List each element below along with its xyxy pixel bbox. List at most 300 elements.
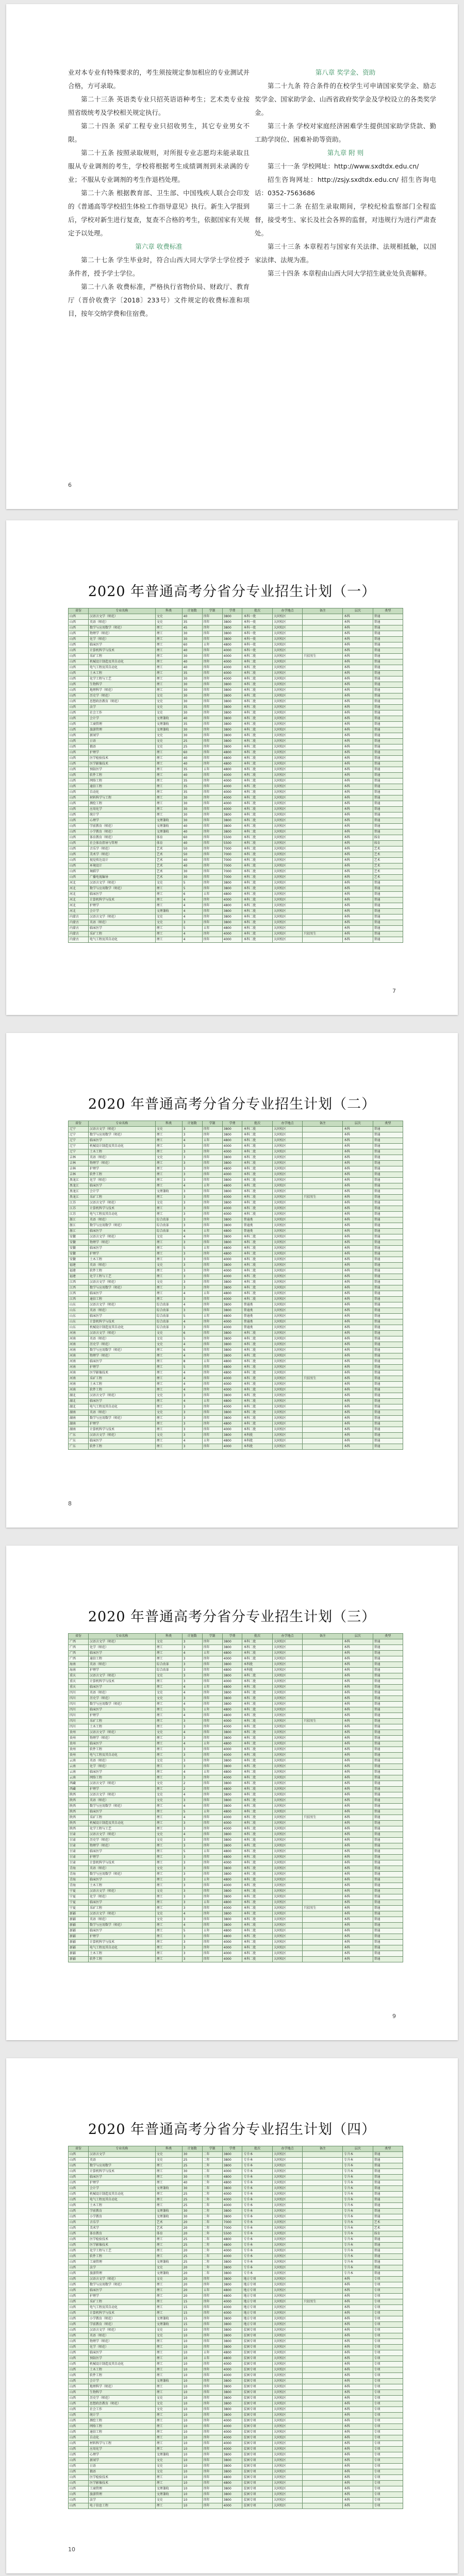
table-cell [303, 1747, 343, 1753]
table-cell: 4000 [222, 1144, 242, 1149]
table-cell: 大同校区 [272, 920, 302, 926]
table-cell: 本科 [343, 1155, 373, 1161]
table-cell: 山西 [69, 648, 89, 654]
table-cell: 物理学（师范） [88, 2339, 155, 2345]
table-cell: 贫困专项 [242, 2452, 272, 2458]
table-cell: 3800 [222, 1917, 242, 1923]
table-cell: 本科 [343, 1639, 373, 1645]
table-cell: 大同校区 [272, 1792, 302, 1798]
table-cell: 本科二批 [242, 1900, 272, 1906]
table-cell: 普通 [373, 1132, 403, 1138]
table-cell: 大同校区 [272, 1781, 302, 1787]
table-cell: 3800 [222, 2452, 242, 2458]
table-cell: 大同校区 [272, 903, 302, 909]
table-cell: 地方专项 [242, 2316, 272, 2322]
table-cell: 普通 [373, 2254, 403, 2260]
table-cell: 理工 [155, 654, 182, 659]
table-cell: 英语（师范） [88, 1155, 155, 1161]
table-cell: 4000 [222, 1319, 242, 1325]
table-cell: 5 [182, 1314, 202, 1319]
table-cell: 普通 [373, 1855, 403, 1860]
table-cell: 四年 [202, 2373, 222, 2379]
table-cell: 25 [182, 2237, 202, 2243]
table-header-row [69, 1634, 403, 1639]
table-cell: 美术学 [88, 2226, 155, 2231]
table-cell: 艺术 [155, 852, 182, 858]
table-cell: 安徽 [69, 1257, 89, 1263]
table-cell: 20 [182, 2271, 202, 2277]
table-cell: 贫困专项 [242, 2373, 272, 2379]
table-cell: 四年 [202, 1821, 222, 1826]
table-cell: 新闻学 [88, 733, 155, 739]
table-cell: 四年 [202, 2424, 222, 2430]
table-cell: 四年 [202, 2441, 222, 2447]
table-cell [303, 1945, 343, 1951]
table-cell: 汉语言文学（师范） [88, 1331, 155, 1336]
table-cell: 普通类 [242, 1325, 272, 1331]
table-cell: 3 [182, 1149, 202, 1155]
table-cell [303, 2407, 343, 2413]
table-cell: 专项 [373, 2413, 403, 2418]
table-cell: 汉语言文学（师范） [88, 1639, 155, 1645]
table-cell: 艺术 [155, 875, 182, 880]
table-cell: 3800 [222, 812, 242, 818]
table-cell: 大同校区 [272, 2413, 302, 2418]
table-cell: 文史 [155, 1410, 182, 1416]
table-cell: 云南 [69, 1775, 89, 1781]
table-cell: 60 [182, 642, 202, 648]
table-cell: 普通 [373, 739, 403, 744]
table-cell: 文史 [155, 1639, 182, 1645]
table-cell: 陕西 [69, 1798, 89, 1804]
table-cell: 3800 [222, 2498, 242, 2503]
table-cell: 3800 [222, 914, 242, 920]
table-cell: 4800 [222, 1849, 242, 1855]
table-cell: 本科 [343, 1702, 373, 1707]
table-row [69, 1696, 403, 1702]
table-cell: 本科 [343, 2418, 373, 2424]
table-cell: 本科二批 [242, 710, 272, 716]
table-cell: 4000 [222, 1387, 242, 1393]
table-cell: 本科二批 [242, 795, 272, 801]
table-cell: 理工 [155, 2481, 182, 2486]
table-cell: 3 [182, 1866, 202, 1872]
table-cell: 普通 [373, 1399, 403, 1404]
table-cell: 只招男生 [303, 1815, 343, 1821]
table-cell: 普通 [373, 931, 403, 937]
table-cell: 4000 [222, 801, 242, 807]
table-cell: 大同校区 [272, 2214, 302, 2220]
table-cell: 山西 [69, 2288, 89, 2294]
table-cell: 本科 [343, 1872, 373, 1877]
table-cell [303, 637, 343, 642]
table-cell: 四年 [202, 858, 222, 863]
table-cell: 3800 [222, 1348, 242, 1353]
table-cell [303, 1894, 343, 1900]
table-cell: 3800 [222, 2469, 242, 2475]
table-row [69, 920, 403, 926]
table-cell [303, 2311, 343, 2316]
table-row [69, 795, 403, 801]
table-cell: 大同校区 [272, 909, 302, 914]
table-cell: 文理兼收 [155, 1189, 182, 1195]
table-cell: 本科 [343, 2481, 373, 2486]
table-cell: 四年 [202, 705, 222, 710]
table-cell: 3 [182, 1223, 202, 1229]
table-cell: 山西 [69, 2265, 89, 2271]
table-cell [303, 1370, 343, 1376]
table-row [69, 1911, 403, 1917]
table-cell: 河南 [69, 1331, 89, 1336]
table-row [69, 2237, 403, 2243]
table-cell: 山西 [69, 2430, 89, 2435]
table-cell: 普通 [373, 2243, 403, 2248]
table-cell: 二年 [202, 2265, 222, 2271]
table-cell: 普通类 [242, 1314, 272, 1319]
table-cell: 四年 [202, 1444, 222, 1450]
table-cell: 甘肃 [69, 1838, 89, 1843]
table-cell [303, 1138, 343, 1144]
table-row [69, 841, 403, 846]
table-cell: 文史 [155, 699, 182, 705]
table-cell: 本科一批 [242, 614, 272, 620]
table-row [69, 1724, 403, 1730]
table-cell: 本科二批 [242, 1246, 272, 1251]
table-cell: 大同校区 [272, 1359, 302, 1365]
table-cell: 新疆 [69, 1928, 89, 1934]
table-cell: 大同校区 [272, 761, 302, 767]
table-cell: 普通 [373, 648, 403, 654]
table-cell: 美术学（师范） [88, 852, 155, 858]
table-cell: 专项 [373, 2362, 403, 2367]
table-row [69, 2469, 403, 2475]
table-cell: 本科二批 [242, 1911, 272, 1917]
table-row [69, 767, 403, 773]
table-cell: 本科 [343, 1172, 373, 1178]
table-row [69, 1758, 403, 1764]
table-cell: 五年 [202, 1399, 222, 1404]
table-cell: 2 [182, 1781, 202, 1787]
table-cell: 理工 [155, 2430, 182, 2435]
table-cell: 50 [182, 852, 202, 858]
table-cell: 四年 [202, 2379, 222, 2384]
table-cell: 40 [182, 2180, 202, 2186]
table-cell: 化学（师范） [88, 1178, 155, 1183]
table-cell: 英语（师范） [88, 1798, 155, 1804]
table-row [69, 1285, 403, 1291]
table-cell: 5 [182, 1246, 202, 1251]
table-cell: 地方专项 [242, 2311, 272, 2316]
table-row [69, 1393, 403, 1399]
table-cell: 山西 [69, 2396, 89, 2401]
table-cell: 历史学（师范） [88, 1838, 155, 1843]
table-row [69, 1240, 403, 1246]
table-cell [303, 784, 343, 790]
table-cell: 大同校区 [272, 1166, 302, 1172]
table-row [69, 1336, 403, 1342]
table-cell: 本科二批 [242, 1359, 272, 1365]
table-cell [303, 2231, 343, 2237]
table-row [69, 1138, 403, 1144]
table-cell: 3800 [222, 1764, 242, 1770]
table-cell: 四年 [202, 1376, 222, 1382]
table-cell: 四年 [202, 2430, 222, 2435]
table-cell [303, 1928, 343, 1934]
table-cell: 本科 [343, 2452, 373, 2458]
table-cell: 3800 [222, 2458, 242, 2464]
table-cell: 40 [182, 648, 202, 654]
table-cell: 四年 [202, 1781, 222, 1787]
table-cell [303, 1639, 343, 1645]
table-cell: 大同校区 [272, 829, 302, 835]
table-cell: 普通 [373, 1645, 403, 1651]
table-cell: 本科二批 [242, 773, 272, 778]
table-cell: 大同校区 [272, 1775, 302, 1781]
table-row [69, 1217, 403, 1223]
table-cell: 本科二批 [242, 778, 272, 784]
table-cell: 山西 [69, 2447, 89, 2452]
table-cell: 3 [182, 1656, 202, 1662]
table-cell: 4 [182, 1690, 202, 1696]
table-cell: 3800 [222, 1758, 242, 1764]
table-cell: 普通 [373, 1940, 403, 1945]
table-cell: 本科 [343, 1855, 373, 1860]
table-cell: 山西 [69, 858, 89, 863]
table-cell: 专项 [373, 2288, 403, 2294]
table-cell: 四年 [202, 1342, 222, 1348]
table-row [69, 1685, 403, 1690]
table-cell: 大同校区 [272, 2339, 302, 2345]
table-cell: 普通 [373, 1200, 403, 1206]
table-row [69, 2413, 403, 2418]
table-cell: 山西 [69, 2345, 89, 2350]
table-cell: 四年 [202, 1348, 222, 1353]
table-cell: 山西 [69, 784, 89, 790]
table-cell: 法学 [88, 2498, 155, 2503]
table-cell [303, 631, 343, 637]
table-cell: 文史 [155, 1792, 182, 1798]
table-cell: 贫困专项 [242, 2458, 272, 2464]
table-cell: 大同校区 [272, 1387, 302, 1393]
table-cell: 大同校区 [272, 1200, 302, 1206]
table-cell: 3 [182, 1945, 202, 1951]
table-cell: 普通 [373, 2271, 403, 2277]
table-cell: 四年 [202, 1883, 222, 1889]
table-cell: 大同校区 [272, 2373, 302, 2379]
table-cell: 3 [182, 1212, 202, 1217]
table-cell: 化学（师范） [88, 637, 155, 642]
table-cell: 四年 [202, 1787, 222, 1792]
table-cell: 河北 [69, 903, 89, 909]
table-cell: 四年 [202, 2413, 222, 2418]
table-cell: 3800 [222, 620, 242, 625]
table-cell: 软件工程 [88, 773, 155, 778]
table-cell: 软件工程 [88, 1387, 155, 1393]
table-cell: 理工 [155, 801, 182, 807]
table-cell: 10 [182, 2430, 202, 2435]
table-cell: 大同校区 [272, 1353, 302, 1359]
table-cell: 普通 [373, 1906, 403, 1911]
table-cell: 山西 [69, 693, 89, 699]
table-cell: 10 [182, 2424, 202, 2430]
table-row [69, 1753, 403, 1758]
table-cell: 专升本 [343, 2248, 373, 2254]
table-cell: 文史 [155, 2328, 182, 2333]
table-cell: 临床医学 [88, 1809, 155, 1815]
table-cell: 护理学 [88, 750, 155, 756]
column-header: 批次 [242, 608, 272, 614]
table-cell: 本科 [343, 1246, 373, 1251]
table-cell: 3800 [222, 1223, 242, 1229]
table-cell: 本科二批 [242, 1285, 272, 1291]
table-cell: 4 [182, 1651, 202, 1656]
table-cell: 山东 [69, 1319, 89, 1325]
table-cell: 理工 [155, 2163, 182, 2169]
table-cell: 本科二批 [242, 1906, 272, 1911]
table-cell: 江西 [69, 1285, 89, 1291]
table-cell: 文史 [155, 1200, 182, 1206]
table-cell [303, 892, 343, 897]
table-cell: 临床医学 [88, 1359, 155, 1365]
table-row [69, 2407, 403, 2413]
table-cell: 艺术 [373, 2226, 403, 2231]
table-row [69, 1798, 403, 1804]
table-cell: 文史 [155, 1336, 182, 1342]
table-cell: 理工 [155, 1365, 182, 1370]
table-cell: 四年 [202, 756, 222, 761]
table-cell: 大同校区 [272, 1730, 302, 1736]
table-cell: 理工 [155, 1444, 182, 1450]
table-cell: 四年 [202, 710, 222, 716]
table-cell: 普通 [373, 676, 403, 682]
table-cell: 四年 [202, 784, 222, 790]
table-cell: 山西 [69, 2186, 89, 2192]
table-cell: 普通 [373, 1166, 403, 1172]
table-cell: 普通 [373, 1696, 403, 1702]
table-cell: 本科 [343, 2345, 373, 2350]
table-cell: 汉语言文学（师范） [88, 1792, 155, 1798]
table-cell: 大同校区 [272, 1928, 302, 1934]
table-cell: 3800 [222, 637, 242, 642]
table-cell: 本科 [343, 676, 373, 682]
table-row [69, 1928, 403, 1934]
table-cell: 山东 [69, 1308, 89, 1314]
table-cell [303, 2475, 343, 2481]
table-cell: 普通 [373, 1336, 403, 1342]
table-cell: 大同校区 [272, 1427, 302, 1433]
table-cell: 本科二批 [242, 1348, 272, 1353]
table-cell: 通信工程 [88, 1297, 155, 1302]
table-cell: 理工 [155, 1741, 182, 1747]
table-cell: 文理兼收 [155, 824, 182, 829]
table-cell: 4 [182, 1815, 202, 1821]
table-cell: 本科 [343, 1940, 373, 1945]
table-cell: 大同校区 [272, 875, 302, 880]
table-cell: 护理学 [88, 1365, 155, 1370]
table-row [69, 654, 403, 659]
table-cell: 本科二批 [242, 1849, 272, 1855]
table-cell: 电气工程及其自动化 [88, 1945, 155, 1951]
table-cell: 五年 [202, 1877, 222, 1883]
table-cell: 地方专项 [242, 2277, 272, 2282]
table-cell: 本科批 [242, 1438, 272, 1444]
table-cell: 本科 [343, 926, 373, 931]
table-cell: 本科 [343, 2350, 373, 2356]
table-cell: 护理学 [88, 1166, 155, 1172]
table-cell: 本科 [343, 1331, 373, 1336]
table-cell: 4800 [222, 1251, 242, 1257]
table-row [69, 1645, 403, 1651]
table-cell: 山西 [69, 767, 89, 773]
table-cell: 普通 [373, 926, 403, 931]
table-cell: 大同校区 [272, 1860, 302, 1866]
table-cell: 大同校区 [272, 2220, 302, 2226]
table-cell: 3800 [222, 1894, 242, 1900]
table-cell: 本科 [343, 1314, 373, 1319]
table-cell: 大同校区 [272, 807, 302, 812]
table-cell: 3 [182, 1662, 202, 1668]
table-cell: 本科 [343, 1764, 373, 1770]
table-row [69, 1838, 403, 1843]
table-cell: 贫困专项 [242, 2384, 272, 2390]
table-cell [303, 1702, 343, 1707]
table-cell: 心理学 [88, 818, 155, 824]
table-cell: 四年 [202, 614, 222, 620]
table-cell: 35 [182, 790, 202, 795]
table-row [69, 1889, 403, 1894]
table-cell: 山西 [69, 2271, 89, 2277]
table-cell: 普通 [373, 1234, 403, 1240]
table-cell: 文史 [155, 1838, 182, 1843]
table-cell: 4000 [222, 1325, 242, 1331]
table-cell: 临床医学 [88, 1399, 155, 1404]
table-cell [303, 2214, 343, 2220]
table-row [69, 1302, 403, 1308]
table-cell: 山西 [69, 665, 89, 671]
paragraph: 第二十九条 符合条件的在校学生可申请国家奖学金、励志奖学金、国家助学金、山西省政府奖学金及学校设立的各类奖学金。 [255, 82, 436, 116]
table-cell: 土木工程 [88, 1149, 155, 1155]
table-cell: 生物科学 [88, 682, 155, 688]
table-cell: 普通 [373, 1923, 403, 1928]
table-cell: 本科 [343, 710, 373, 716]
table-cell: 4 [182, 1832, 202, 1838]
table-cell: 普通 [373, 1951, 403, 1957]
table-cell [303, 2294, 343, 2299]
table-cell: 4800 [222, 2237, 242, 2243]
table-cell: 本科二批 [242, 1410, 272, 1416]
table-cell [303, 2424, 343, 2430]
table-cell: 四年 [202, 1353, 222, 1359]
table-cell: 4 [182, 1370, 202, 1376]
table-cell: 文史 [155, 620, 182, 625]
table-cell: 3 [182, 1838, 202, 1843]
table-cell: 陕西 [69, 1804, 89, 1809]
table-cell: 普通 [373, 1342, 403, 1348]
table-cell: 普通 [373, 1438, 403, 1444]
table-cell: 本科二批 [242, 841, 272, 846]
table-cell: 贫困专项 [242, 2396, 272, 2401]
column-header: 类型 [373, 1634, 403, 1639]
table-cell: 宁夏 [69, 1889, 89, 1894]
table-cell: 湖北 [69, 1399, 89, 1404]
table-cell: 四年 [202, 937, 222, 943]
table-cell: 本科二批 [242, 1764, 272, 1770]
table-cell: 专升本 [242, 2243, 272, 2248]
table-cell: 甘肃 [69, 1860, 89, 1866]
table-cell: 江西 [69, 1291, 89, 1297]
table-cell: 本科二批 [242, 897, 272, 903]
table-cell: 四年 [202, 931, 222, 937]
